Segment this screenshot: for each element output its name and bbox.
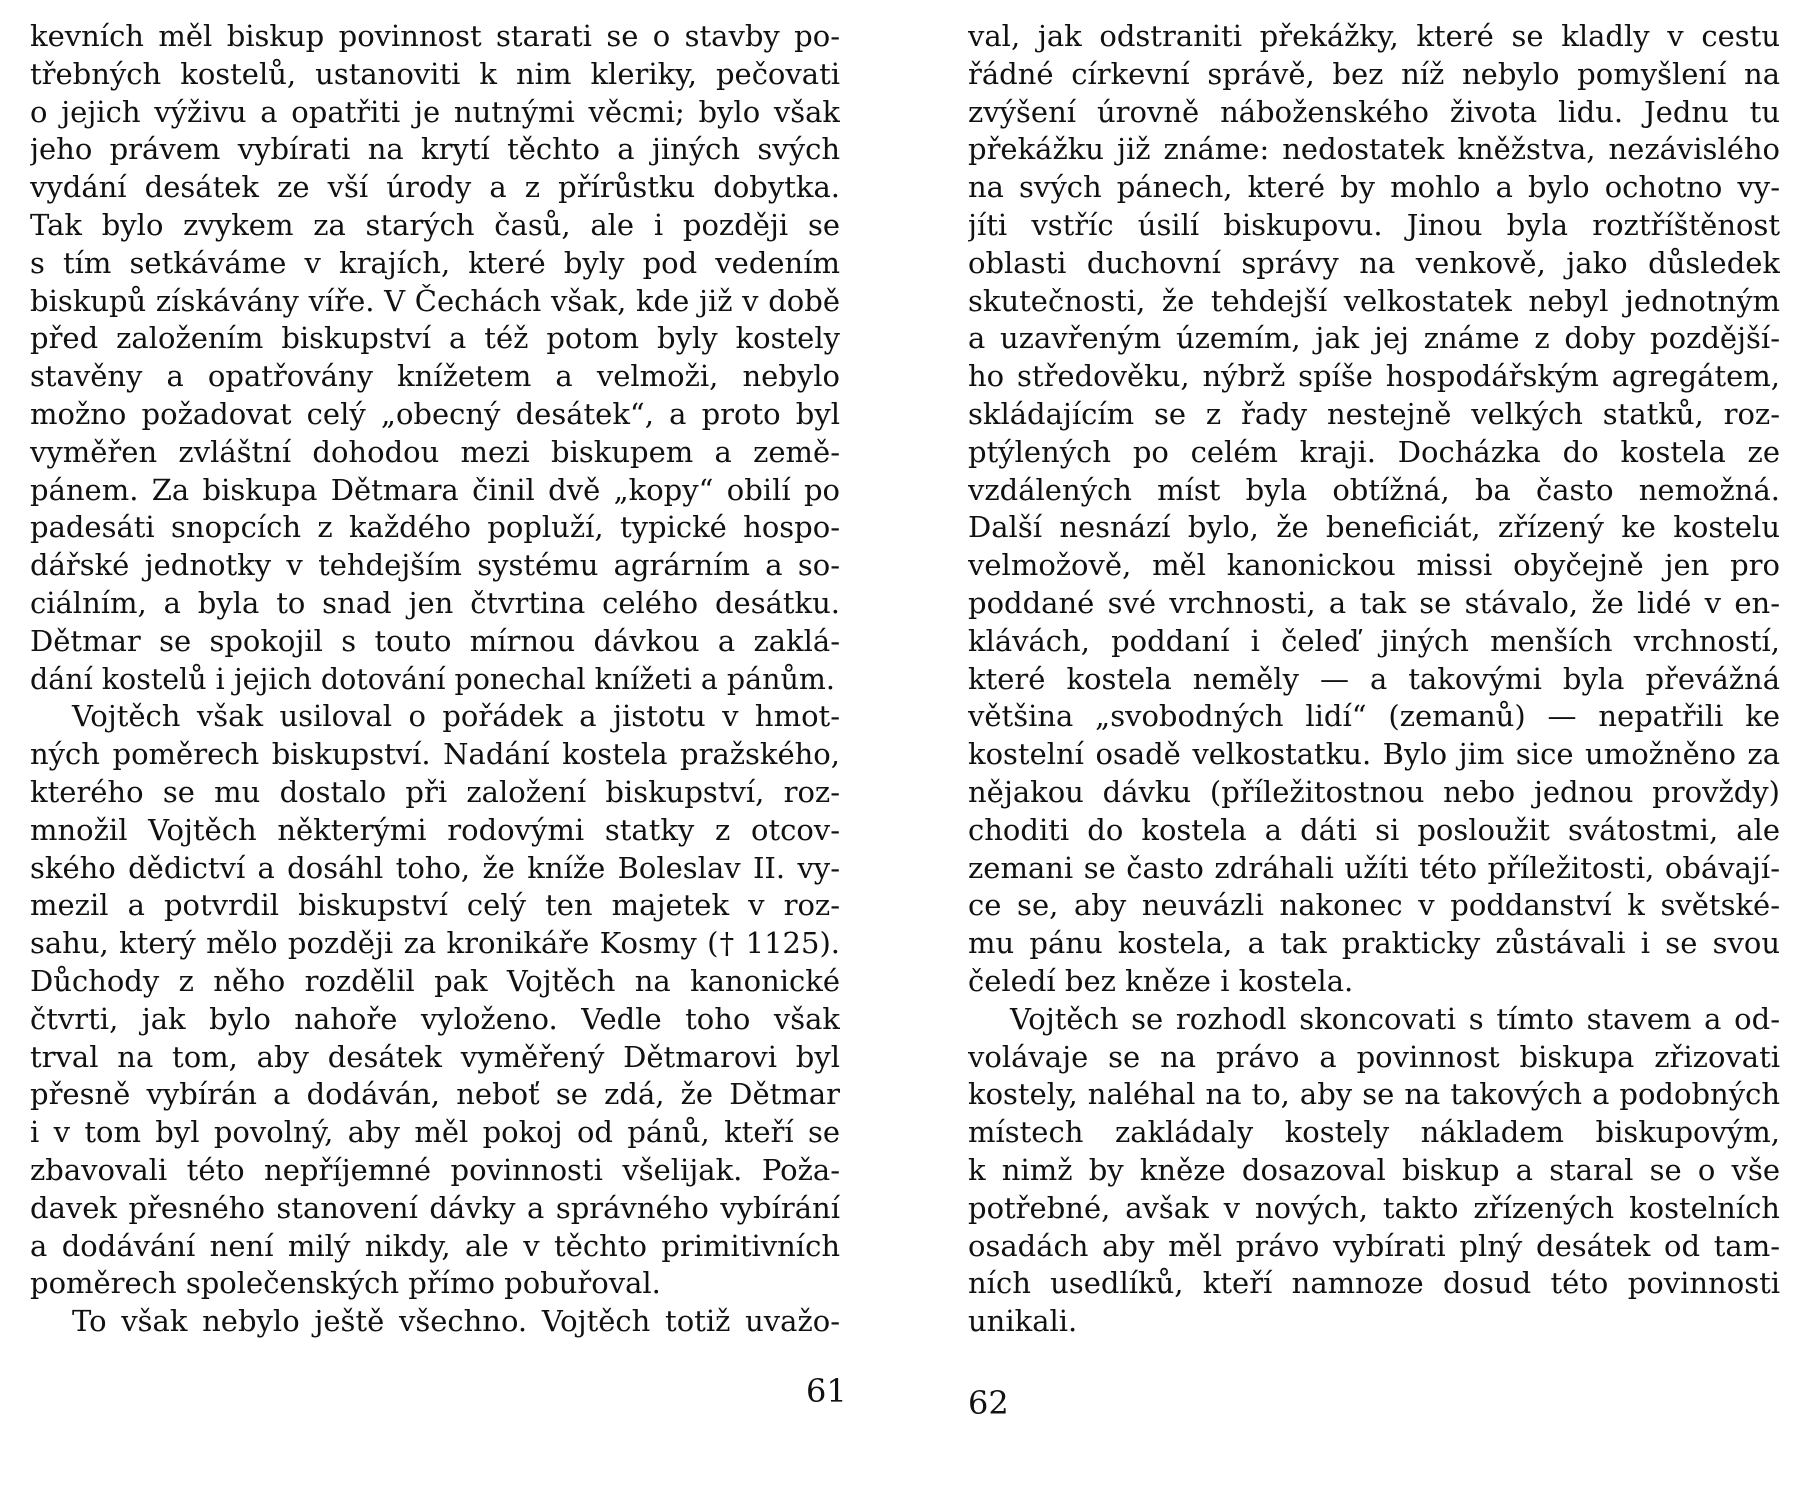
text-line: vzdálených míst byla obtížná, ba často nemožná. <box>968 472 1780 507</box>
text-line: potřebné, avšak v nových, takto zřízených kostelních <box>968 1190 1780 1225</box>
text-line: Vojtěch však usiloval o pořádek a jistotu v hmot- <box>72 699 840 734</box>
text-line: kostelní osadě velkostatku. Bylo jim sice umožněno za <box>968 737 1780 772</box>
text-line: vydání desátek ze vší úrody a z přírůstku dobytka. <box>30 170 840 205</box>
text-line: nějakou dávku (příležitostnou nebo jednou provždy) <box>968 774 1780 809</box>
text-line: osadách aby měl právo vybírati plný desátek od tam- <box>968 1228 1780 1263</box>
text-line: většina „svobodných lidí“ (zemanů) — nepatřili ke <box>968 699 1780 734</box>
text-line: sahu, který mělo později za kronikáře Kosmy († 1125). <box>30 926 840 961</box>
text-line: dářské jednotky v tehdejším systému agrárním a so- <box>30 548 840 583</box>
text-line: jeho právem vybírati na krytí těchto a jiných svých <box>30 132 840 167</box>
text-line: val, jak odstraniti překážky, které se kladly v cestu <box>968 19 1780 53</box>
text-line: zemani se často zdráhali užíti této příležitosti, obávají- <box>968 850 1780 885</box>
text-line: Tak bylo zvykem za starých časů, ale i později se <box>30 207 840 242</box>
text-line: ho středověku, nýbrž spíše hospodářským agregátem, <box>968 359 1780 394</box>
text-line: unikali. <box>968 1304 1078 1339</box>
right-page-number: 62 <box>968 1384 1009 1422</box>
text-line: oblasti duchovní správy na venkově, jako důsledek <box>968 245 1780 280</box>
text-line: Důchody z něho rozdělil pak Vojtěch na kanonické <box>30 963 840 998</box>
text-line: možno požadovat celý „obecný desátek“, a proto byl <box>30 396 840 431</box>
text-line: Vojtěch se rozhodl skoncovati s tímto stavem a od- <box>1010 1001 1780 1036</box>
text-line: řádné církevní správě, bez níž nebylo pomyšlení na <box>968 56 1780 91</box>
text-line: mezil a potvrdil biskupství celý ten majetek v roz- <box>30 888 840 923</box>
text-line: ptýlených po celém kraji. Docházka do kostela ze <box>968 434 1780 469</box>
text-line: To však nebylo ještě všechno. Vojtěch totiž uvažo- <box>72 1304 840 1339</box>
text-line: skládajícím se z řady nestejně velkých statků, roz- <box>968 396 1780 431</box>
text-line: místech zakládaly kostely nákladem biskupovým, <box>968 1115 1780 1150</box>
text-line: poddané své vrchnosti, a tak se stávalo, že lidé v en- <box>968 585 1780 620</box>
text-line: kostely, naléhal na to, aby se na takových a podobných <box>968 1077 1780 1112</box>
text-line: s tím setkáváme v krajích, které byly pod vedením <box>30 245 840 280</box>
text-line: před založením biskupství a též potom byly kostely <box>30 321 840 356</box>
text-line: kevních měl biskup povinnost starati se o stavby po- <box>30 19 840 53</box>
text-line: množil Vojtěch některými rodovými statky z otcov- <box>30 812 840 847</box>
text-line: velmožově, měl kanonickou missi obyčejně jen pro <box>968 548 1780 583</box>
text-line: čeledí bez kněze i kostela. <box>968 963 1354 998</box>
text-line: choditi do kostela a dáti si posloužit svátostmi, ale <box>968 812 1780 847</box>
text-line: čtvrti, jak bylo nahoře vyloženo. Vedle toho však <box>30 1001 840 1036</box>
text-line: poměrech společenských přímo pobuřoval. <box>30 1266 661 1301</box>
text-line: Další nesnází bylo, že beneficiát, zřízený ke kostelu <box>968 510 1780 545</box>
text-line: třebných kostelů, ustanoviti k nim kleriky, pečovati <box>30 56 840 91</box>
text-line: zvýšení úrovně náboženského života lidu. Jednu tu <box>968 94 1780 129</box>
text-line: k nimž by kněze dosazoval biskup a staral se o vše <box>968 1152 1780 1187</box>
text-line: o jejich výživu a opatřiti je nutnými věcmi; bylo však <box>30 94 840 129</box>
text-line: davek přesného stanovení dávky a správného vybírání <box>30 1190 840 1225</box>
text-line: ce se, aby neuvázli nakonec v poddanství k světské- <box>968 888 1780 923</box>
left-page-text <box>30 18 840 1341</box>
text-line: a uzavřeným územím, jak jej známe z doby pozdější- <box>968 321 1780 356</box>
text-line: skutečnosti, že tehdejší velkostatek nebyl jednotným <box>968 283 1780 318</box>
text-line: vyměřen zvláštní dohodou mezi biskupem a země- <box>30 434 840 469</box>
text-line: biskupů získávány víře. V Čechách však, kde již v době <box>30 283 840 318</box>
text-line: přesně vybírán a dodáván, neboť se zdá, že Dětmar <box>30 1077 840 1112</box>
text-line: ského dědictví a dosáhl toho, že kníže Boleslav II. vy- <box>30 850 840 885</box>
text-line: mu pánu kostela, a tak prakticky zůstávali i se svou <box>968 926 1780 961</box>
text-line: kterého se mu dostalo při založení biskupství, roz- <box>30 774 840 809</box>
text-line: pánem. Za biskupa Dětmara činil dvě „kopy“ obilí po <box>30 472 840 507</box>
text-line: překážku již známe: nedostatek kněžstva, nezávislého <box>968 132 1780 167</box>
left-page-number: 61 <box>806 1372 847 1410</box>
text-line: na svých pánech, které by mohlo a bylo ochotno vy- <box>968 170 1780 205</box>
text-line: volávaje se na právo a povinnost biskupa zřizovati <box>968 1039 1780 1074</box>
text-line: trval na tom, aby desátek vyměřený Dětmarovi byl <box>30 1039 840 1074</box>
text-line: dání kostelů i jejich dotování ponechal knížeti a pánům. <box>30 662 835 696</box>
text-line: zbavovali této nepříjemné povinnosti všelijak. Poža- <box>30 1152 840 1187</box>
text-line: ciálním, a byla to snad jen čtvrtina celého desátku. <box>30 585 840 620</box>
text-line: klávách, poddaní i čeleď jiných menších vrchností, <box>968 623 1780 658</box>
text-line: ných poměrech biskupství. Nadání kostela pražského, <box>30 737 840 772</box>
text-line: a dodávání není milý nikdy, ale v těchto primitivních <box>30 1228 840 1263</box>
text-line: které kostela neměly — a takovými byla převážná <box>968 661 1780 696</box>
text-line: stavěny a opatřovány knížetem a velmoži, nebylo <box>30 359 840 394</box>
text-line: i v tom byl povolný, aby měl pokoj od pánů, kteří se <box>30 1115 840 1150</box>
text-line: padesáti snopcích z každého popluží, typické hospo- <box>30 510 840 545</box>
text-line: ních usedlíků, kteří namnoze dosud této povinnosti <box>968 1266 1780 1301</box>
text-line: jíti vstříc úsilí biskupovu. Jinou byla roztříštěnost <box>968 207 1780 242</box>
text-line: Dětmar se spokojil s touto mírnou dávkou a zaklá- <box>30 623 840 658</box>
right-page-text <box>968 18 1780 1341</box>
